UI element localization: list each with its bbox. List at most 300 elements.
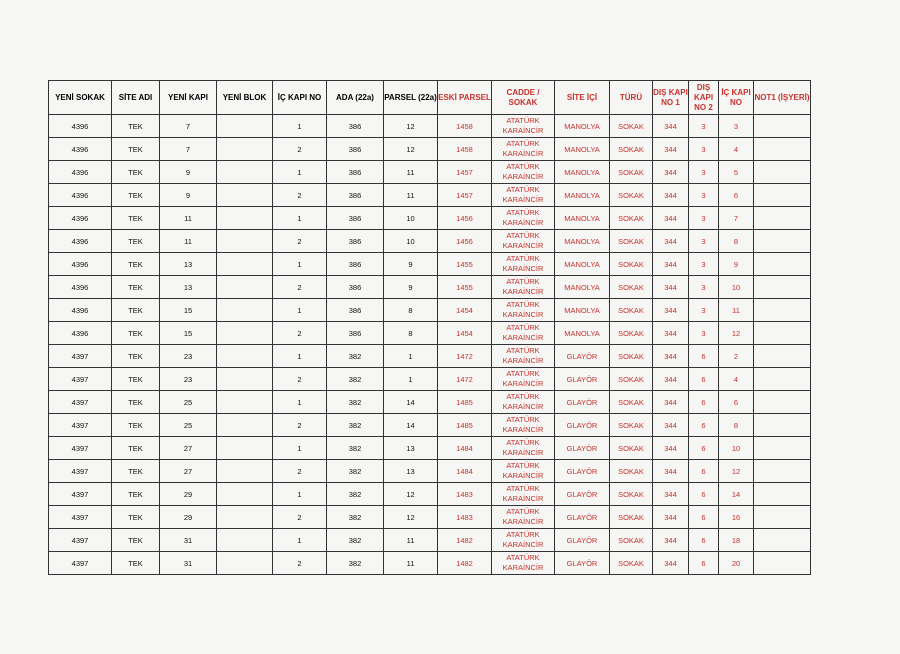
table-cell: 1472 bbox=[438, 368, 492, 391]
table-cell: 4396 bbox=[49, 322, 112, 345]
table-cell: TEK bbox=[112, 322, 160, 345]
table-cell bbox=[754, 506, 811, 529]
table-row bbox=[49, 230, 811, 253]
table-cell: 1455 bbox=[438, 276, 492, 299]
table-cell: 344 bbox=[653, 460, 689, 483]
column-header: ADA (22a) bbox=[327, 81, 384, 115]
table-cell bbox=[754, 253, 811, 276]
table-cell: MANOLYA bbox=[555, 276, 610, 299]
table-cell: TEK bbox=[112, 184, 160, 207]
table-cell bbox=[754, 230, 811, 253]
table-cell bbox=[754, 161, 811, 184]
table-cell: 11 bbox=[719, 299, 754, 322]
table-cell: 6 bbox=[689, 460, 719, 483]
table-cell: 6 bbox=[719, 391, 754, 414]
table-cell bbox=[754, 460, 811, 483]
table-cell: 1 bbox=[273, 115, 327, 138]
table-cell: 1455 bbox=[438, 253, 492, 276]
column-header: NOT1 (İŞYERİ) bbox=[754, 81, 811, 115]
table-cell bbox=[217, 322, 273, 345]
table-cell: 15 bbox=[160, 299, 217, 322]
table-cell: TEK bbox=[112, 115, 160, 138]
table-cell: 1483 bbox=[438, 506, 492, 529]
table-cell: 25 bbox=[160, 414, 217, 437]
table-cell: 2 bbox=[273, 230, 327, 253]
table-cell: ATATÜRK KARAİNCİR bbox=[492, 345, 555, 368]
column-header: CADDE / SOKAK bbox=[492, 81, 555, 115]
table-cell: ATATÜRK KARAİNCİR bbox=[492, 460, 555, 483]
table-row bbox=[49, 506, 811, 529]
table-cell: 386 bbox=[327, 115, 384, 138]
table-cell: 4397 bbox=[49, 437, 112, 460]
table-cell: 1482 bbox=[438, 529, 492, 552]
table-cell: ATATÜRK KARAİNCİR bbox=[492, 391, 555, 414]
column-header: TÜRÜ bbox=[610, 81, 653, 115]
table-cell: 2 bbox=[719, 345, 754, 368]
table-row bbox=[49, 437, 811, 460]
table-cell bbox=[754, 437, 811, 460]
table-cell: 8 bbox=[384, 322, 438, 345]
table-cell bbox=[217, 345, 273, 368]
table-cell: SOKAK bbox=[610, 276, 653, 299]
table-cell: 20 bbox=[719, 552, 754, 575]
table-row bbox=[49, 207, 811, 230]
table-cell: 12 bbox=[719, 460, 754, 483]
table-cell: GLAYÖR bbox=[555, 414, 610, 437]
table-cell: ATATÜRK KARAİNCİR bbox=[492, 161, 555, 184]
table-cell bbox=[217, 253, 273, 276]
table-cell: 382 bbox=[327, 368, 384, 391]
table-cell: ATATÜRK KARAİNCİR bbox=[492, 414, 555, 437]
table-cell bbox=[754, 368, 811, 391]
table-row bbox=[49, 414, 811, 437]
table-row bbox=[49, 253, 811, 276]
column-header: YENİ SOKAK bbox=[49, 81, 112, 115]
table-cell: 4396 bbox=[49, 230, 112, 253]
table-cell: 1484 bbox=[438, 460, 492, 483]
table-cell: MANOLYA bbox=[555, 184, 610, 207]
table-cell: SOKAK bbox=[610, 322, 653, 345]
table-cell: 12 bbox=[384, 115, 438, 138]
table-cell: 12 bbox=[384, 138, 438, 161]
table-cell: GLAYÖR bbox=[555, 529, 610, 552]
table-cell: 11 bbox=[384, 529, 438, 552]
column-header: YENİ BLOK bbox=[217, 81, 273, 115]
table-cell bbox=[217, 299, 273, 322]
table-cell: 13 bbox=[160, 253, 217, 276]
table-cell: 344 bbox=[653, 161, 689, 184]
table-row bbox=[49, 276, 811, 299]
table-cell: 1454 bbox=[438, 299, 492, 322]
table-cell: 344 bbox=[653, 414, 689, 437]
address-table bbox=[48, 80, 811, 575]
table-cell: ATATÜRK KARAİNCİR bbox=[492, 184, 555, 207]
table-row bbox=[49, 345, 811, 368]
table-cell: 4397 bbox=[49, 460, 112, 483]
table-cell: 11 bbox=[384, 184, 438, 207]
table-cell: GLAYÖR bbox=[555, 391, 610, 414]
table-row bbox=[49, 322, 811, 345]
table-cell: SOKAK bbox=[610, 115, 653, 138]
table-cell: 1 bbox=[273, 483, 327, 506]
table-cell: ATATÜRK KARAİNCİR bbox=[492, 276, 555, 299]
table-cell: 11 bbox=[160, 207, 217, 230]
table-cell: 1456 bbox=[438, 207, 492, 230]
table-cell bbox=[754, 207, 811, 230]
table-cell: 29 bbox=[160, 483, 217, 506]
table-cell: 6 bbox=[689, 529, 719, 552]
table-cell: 1458 bbox=[438, 138, 492, 161]
table-cell: TEK bbox=[112, 483, 160, 506]
table-cell bbox=[217, 207, 273, 230]
table-cell: SOKAK bbox=[610, 207, 653, 230]
table-cell: 6 bbox=[689, 345, 719, 368]
table-cell: 5 bbox=[719, 161, 754, 184]
table-cell: 1 bbox=[384, 368, 438, 391]
table-cell bbox=[217, 529, 273, 552]
table-cell: 1 bbox=[273, 529, 327, 552]
table-cell: 344 bbox=[653, 437, 689, 460]
table-cell: 386 bbox=[327, 230, 384, 253]
table-cell bbox=[217, 276, 273, 299]
table-cell: 4396 bbox=[49, 161, 112, 184]
table-cell bbox=[217, 184, 273, 207]
table-cell: 9 bbox=[719, 253, 754, 276]
table-cell: ATATÜRK KARAİNCİR bbox=[492, 437, 555, 460]
table-cell: 23 bbox=[160, 345, 217, 368]
table-cell: 1457 bbox=[438, 184, 492, 207]
table-cell: 6 bbox=[689, 483, 719, 506]
table-cell: TEK bbox=[112, 276, 160, 299]
table-cell: 386 bbox=[327, 138, 384, 161]
table-cell: GLAYÖR bbox=[555, 460, 610, 483]
table-cell: 1484 bbox=[438, 437, 492, 460]
table-cell: 7 bbox=[160, 138, 217, 161]
table-cell: 10 bbox=[719, 437, 754, 460]
table-cell: 3 bbox=[689, 322, 719, 345]
table-cell: 13 bbox=[384, 460, 438, 483]
table-cell: 6 bbox=[689, 506, 719, 529]
table-cell: 1 bbox=[273, 161, 327, 184]
table-cell: 14 bbox=[719, 483, 754, 506]
table-row bbox=[49, 391, 811, 414]
table-cell: ATATÜRK KARAİNCİR bbox=[492, 138, 555, 161]
table-cell: TEK bbox=[112, 437, 160, 460]
table-cell: 9 bbox=[384, 276, 438, 299]
table-cell: GLAYÖR bbox=[555, 483, 610, 506]
table-cell: 23 bbox=[160, 368, 217, 391]
table-cell: 386 bbox=[327, 276, 384, 299]
table-cell bbox=[217, 161, 273, 184]
table-cell bbox=[754, 552, 811, 575]
table-cell: MANOLYA bbox=[555, 138, 610, 161]
column-header: PARSEL (22a) bbox=[384, 81, 438, 115]
table-cell: MANOLYA bbox=[555, 115, 610, 138]
column-header: İÇ KAPI NO bbox=[273, 81, 327, 115]
table-cell: 2 bbox=[273, 506, 327, 529]
table-cell: ATATÜRK KARAİNCİR bbox=[492, 253, 555, 276]
table-cell: 344 bbox=[653, 299, 689, 322]
table-cell: 1457 bbox=[438, 161, 492, 184]
table-cell: ATATÜRK KARAİNCİR bbox=[492, 299, 555, 322]
table-cell: 10 bbox=[384, 230, 438, 253]
table-cell: 344 bbox=[653, 529, 689, 552]
table-cell: SOKAK bbox=[610, 253, 653, 276]
table-cell bbox=[754, 138, 811, 161]
table-cell: 386 bbox=[327, 161, 384, 184]
table-cell: 2 bbox=[273, 368, 327, 391]
table-cell bbox=[754, 529, 811, 552]
table-cell: 2 bbox=[273, 184, 327, 207]
table-cell: ATATÜRK KARAİNCİR bbox=[492, 207, 555, 230]
table-cell: 10 bbox=[384, 207, 438, 230]
table-cell: TEK bbox=[112, 138, 160, 161]
table-cell: 11 bbox=[160, 230, 217, 253]
table-cell: 1472 bbox=[438, 345, 492, 368]
table-cell: SOKAK bbox=[610, 460, 653, 483]
table-cell: SOKAK bbox=[610, 391, 653, 414]
table-cell: 27 bbox=[160, 437, 217, 460]
table-cell: SOKAK bbox=[610, 161, 653, 184]
table-cell: 13 bbox=[384, 437, 438, 460]
table-cell: 9 bbox=[160, 161, 217, 184]
table-cell: 344 bbox=[653, 276, 689, 299]
column-header: ESKİ PARSEL bbox=[438, 81, 492, 115]
table-cell: 344 bbox=[653, 207, 689, 230]
table-cell: MANOLYA bbox=[555, 230, 610, 253]
table-cell: 382 bbox=[327, 529, 384, 552]
table-row bbox=[49, 368, 811, 391]
table-cell: 4397 bbox=[49, 552, 112, 575]
table-row bbox=[49, 299, 811, 322]
table-cell bbox=[217, 230, 273, 253]
table-cell: 6 bbox=[719, 184, 754, 207]
table-cell: TEK bbox=[112, 230, 160, 253]
table-cell: 3 bbox=[689, 230, 719, 253]
table-cell: 2 bbox=[273, 552, 327, 575]
table-cell: 1458 bbox=[438, 115, 492, 138]
table-cell: 14 bbox=[384, 414, 438, 437]
table-cell: 1 bbox=[273, 437, 327, 460]
table-cell: 3 bbox=[689, 115, 719, 138]
table-cell: 9 bbox=[160, 184, 217, 207]
table-cell: 10 bbox=[719, 276, 754, 299]
table-cell bbox=[217, 414, 273, 437]
table-cell: MANOLYA bbox=[555, 299, 610, 322]
table-cell: SOKAK bbox=[610, 437, 653, 460]
table-cell: 12 bbox=[384, 506, 438, 529]
table-cell: 2 bbox=[273, 138, 327, 161]
column-header: SİTE ADI bbox=[112, 81, 160, 115]
table-cell: 344 bbox=[653, 552, 689, 575]
table-cell: 27 bbox=[160, 460, 217, 483]
table-cell: 1485 bbox=[438, 391, 492, 414]
table-cell: SOKAK bbox=[610, 552, 653, 575]
table-cell: 4396 bbox=[49, 276, 112, 299]
table-cell: 1456 bbox=[438, 230, 492, 253]
table-cell: 1454 bbox=[438, 322, 492, 345]
table-cell: 12 bbox=[719, 322, 754, 345]
table-cell: 15 bbox=[160, 322, 217, 345]
table-row bbox=[49, 138, 811, 161]
table-cell bbox=[217, 138, 273, 161]
table-cell: TEK bbox=[112, 207, 160, 230]
table-cell: 382 bbox=[327, 506, 384, 529]
table-cell: 4397 bbox=[49, 414, 112, 437]
table-cell: 1482 bbox=[438, 552, 492, 575]
table-cell: TEK bbox=[112, 506, 160, 529]
table-cell: 4 bbox=[719, 368, 754, 391]
table-cell: 344 bbox=[653, 345, 689, 368]
table-cell bbox=[217, 552, 273, 575]
table-cell: 4396 bbox=[49, 115, 112, 138]
table-cell: 8 bbox=[719, 230, 754, 253]
table-cell: 3 bbox=[689, 276, 719, 299]
table-cell bbox=[754, 391, 811, 414]
table-cell: 1483 bbox=[438, 483, 492, 506]
column-header: DIŞ KAPI NO 2 bbox=[689, 81, 719, 115]
table-cell: 14 bbox=[384, 391, 438, 414]
table-cell: ATATÜRK KARAİNCİR bbox=[492, 368, 555, 391]
table-cell: 4396 bbox=[49, 184, 112, 207]
table-cell: SOKAK bbox=[610, 483, 653, 506]
table-cell: TEK bbox=[112, 529, 160, 552]
table-cell: ATATÜRK KARAİNCİR bbox=[492, 230, 555, 253]
table-header-row bbox=[49, 81, 811, 115]
column-header: YENİ KAPI bbox=[160, 81, 217, 115]
column-header: DIŞ KAPI NO 1 bbox=[653, 81, 689, 115]
table-cell: GLAYÖR bbox=[555, 506, 610, 529]
table-cell: TEK bbox=[112, 460, 160, 483]
table-cell: 31 bbox=[160, 529, 217, 552]
table-cell bbox=[754, 299, 811, 322]
table-cell: 4396 bbox=[49, 207, 112, 230]
table-cell bbox=[217, 483, 273, 506]
table-cell: 4396 bbox=[49, 138, 112, 161]
table-cell: 344 bbox=[653, 483, 689, 506]
table-cell: TEK bbox=[112, 368, 160, 391]
table-cell: SOKAK bbox=[610, 368, 653, 391]
table-cell: 386 bbox=[327, 253, 384, 276]
table-cell bbox=[754, 276, 811, 299]
table-cell: 382 bbox=[327, 345, 384, 368]
table-cell: 12 bbox=[384, 483, 438, 506]
table-cell: 344 bbox=[653, 368, 689, 391]
table-cell: GLAYÖR bbox=[555, 345, 610, 368]
table-cell: 1 bbox=[273, 391, 327, 414]
table-cell: 9 bbox=[384, 253, 438, 276]
table-cell: 6 bbox=[689, 391, 719, 414]
table-cell: 1485 bbox=[438, 414, 492, 437]
table-cell: TEK bbox=[112, 161, 160, 184]
table-cell: 344 bbox=[653, 230, 689, 253]
table-cell bbox=[754, 184, 811, 207]
table-cell: GLAYÖR bbox=[555, 437, 610, 460]
table-cell: 25 bbox=[160, 391, 217, 414]
table-cell: 344 bbox=[653, 115, 689, 138]
table-cell: 382 bbox=[327, 437, 384, 460]
table-cell: GLAYÖR bbox=[555, 368, 610, 391]
table-cell: TEK bbox=[112, 253, 160, 276]
table-cell: GLAYÖR bbox=[555, 552, 610, 575]
table-cell: SOKAK bbox=[610, 230, 653, 253]
table-cell: TEK bbox=[112, 414, 160, 437]
table-cell: 4397 bbox=[49, 368, 112, 391]
table-row bbox=[49, 184, 811, 207]
table-cell: 382 bbox=[327, 391, 384, 414]
table-row bbox=[49, 552, 811, 575]
table-cell: 344 bbox=[653, 184, 689, 207]
table-cell: 13 bbox=[160, 276, 217, 299]
table-cell: 4 bbox=[719, 138, 754, 161]
table-cell: 8 bbox=[384, 299, 438, 322]
table-cell: ATATÜRK KARAİNCİR bbox=[492, 552, 555, 575]
column-header: İÇ KAPI NO bbox=[719, 81, 754, 115]
table-cell: ATATÜRK KARAİNCİR bbox=[492, 322, 555, 345]
table-cell: SOKAK bbox=[610, 184, 653, 207]
table-cell: 11 bbox=[384, 552, 438, 575]
table-cell: 6 bbox=[689, 368, 719, 391]
table-cell: 344 bbox=[653, 138, 689, 161]
table-cell: 6 bbox=[689, 414, 719, 437]
column-header: SİTE İÇİ bbox=[555, 81, 610, 115]
table-cell: 4397 bbox=[49, 345, 112, 368]
table-cell bbox=[754, 322, 811, 345]
table-cell: SOKAK bbox=[610, 506, 653, 529]
table-cell: 1 bbox=[384, 345, 438, 368]
table-cell: 386 bbox=[327, 207, 384, 230]
table-cell: 1 bbox=[273, 299, 327, 322]
table-cell: 382 bbox=[327, 460, 384, 483]
table-cell: ATATÜRK KARAİNCİR bbox=[492, 483, 555, 506]
table-cell bbox=[217, 460, 273, 483]
table-cell: TEK bbox=[112, 391, 160, 414]
table-cell bbox=[754, 414, 811, 437]
table-cell: 3 bbox=[689, 184, 719, 207]
table-row bbox=[49, 529, 811, 552]
table-cell: 3 bbox=[689, 207, 719, 230]
table-cell: MANOLYA bbox=[555, 322, 610, 345]
table-cell: 3 bbox=[719, 115, 754, 138]
table-cell: 386 bbox=[327, 322, 384, 345]
table-cell bbox=[217, 368, 273, 391]
table-cell: 7 bbox=[160, 115, 217, 138]
table-cell: 31 bbox=[160, 552, 217, 575]
table-cell: 1 bbox=[273, 345, 327, 368]
table-cell: TEK bbox=[112, 299, 160, 322]
table-cell: 8 bbox=[719, 414, 754, 437]
table-cell: 344 bbox=[653, 253, 689, 276]
table-cell: 344 bbox=[653, 391, 689, 414]
table-cell: 3 bbox=[689, 299, 719, 322]
table-cell: 344 bbox=[653, 322, 689, 345]
table-cell: 3 bbox=[689, 253, 719, 276]
table-cell bbox=[217, 391, 273, 414]
table-cell bbox=[754, 345, 811, 368]
table-cell: 3 bbox=[689, 161, 719, 184]
table-cell: 18 bbox=[719, 529, 754, 552]
table-cell: 4397 bbox=[49, 483, 112, 506]
table-cell: 11 bbox=[384, 161, 438, 184]
table-row bbox=[49, 483, 811, 506]
table-cell: 4397 bbox=[49, 506, 112, 529]
table-cell: MANOLYA bbox=[555, 253, 610, 276]
table-cell: 382 bbox=[327, 552, 384, 575]
table-cell: 3 bbox=[689, 138, 719, 161]
table-cell: 4396 bbox=[49, 253, 112, 276]
table-cell: 2 bbox=[273, 414, 327, 437]
table-cell: 382 bbox=[327, 483, 384, 506]
